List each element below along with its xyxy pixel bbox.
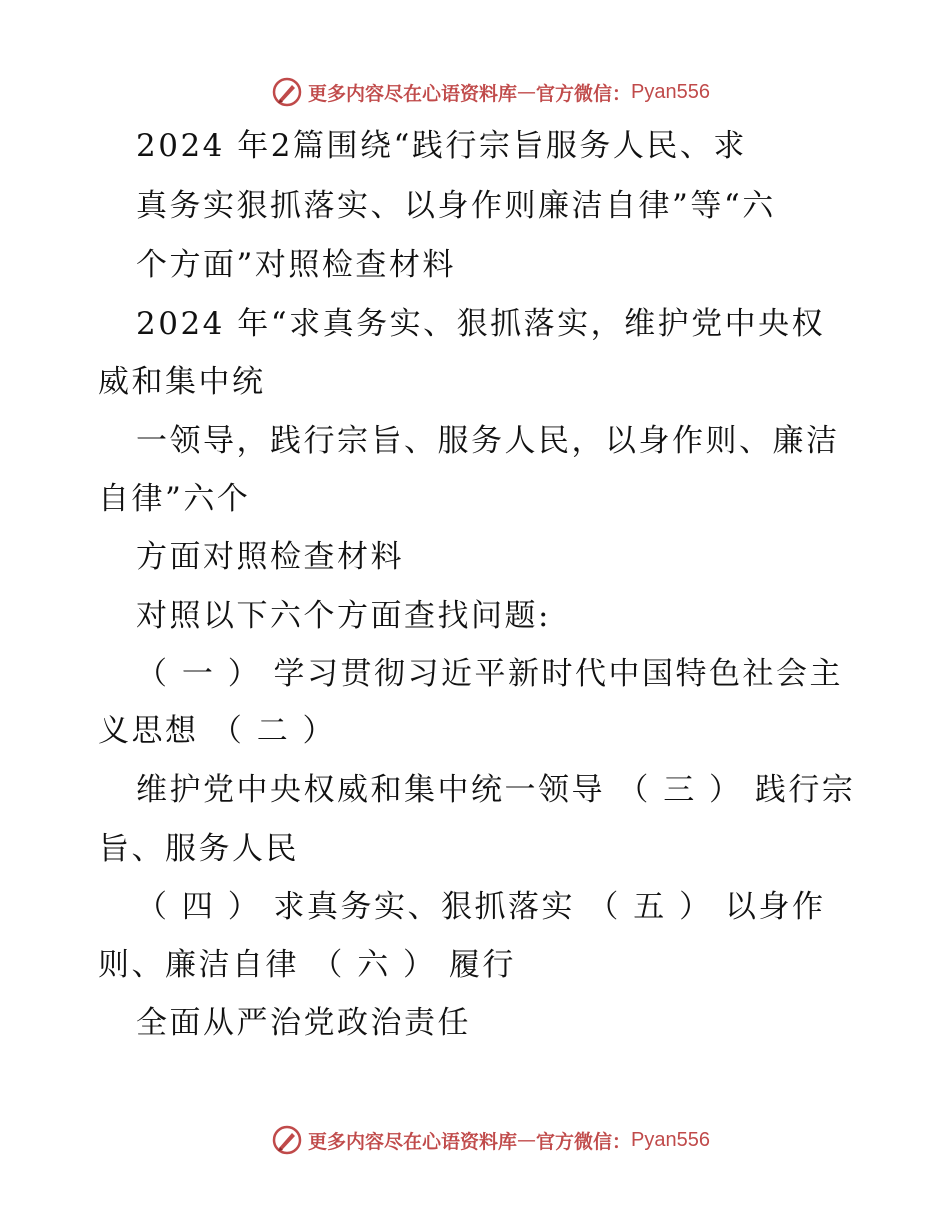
watermark-suffix: 官方微信： (536, 1130, 632, 1153)
text-line: 个方面”对照检查材料 (136, 247, 456, 283)
watermark-suffix: 官方微信： (536, 82, 632, 105)
watermark-account: Pyan556 (631, 80, 710, 103)
watermark-text: 更多内容尽在心语资料库 (308, 1130, 518, 1153)
pen-logo-icon (270, 1123, 304, 1157)
text-line: 全面从严治党政治责任 (136, 1005, 471, 1041)
text-line: 真务实狠抓落实、以身作则廉洁自律”等“六 (136, 188, 776, 224)
watermark-text: 更多内容尽在心语资料库 (308, 82, 518, 105)
pen-logo-icon (270, 75, 304, 109)
header-watermark (0, 72, 950, 112)
text-line: 威和集中统 (98, 364, 266, 400)
watermark-separator: — (517, 1129, 537, 1151)
text-line: 旨、服务人民 (98, 831, 299, 867)
watermark-account: Pyan556 (631, 1128, 710, 1151)
watermark-separator: — (517, 81, 537, 103)
text-line: 则、廉洁自律 （ 六 ） 履行 (98, 947, 516, 983)
text-line: 自律”六个 (98, 481, 251, 517)
text-line: （ 四 ） 求真务实、狠抓落实 （ 五 ） 以身作 (136, 889, 826, 925)
text-line: 对照以下六个方面查找问题: (136, 598, 551, 634)
text-line: 2024 年2篇围绕“践行宗旨服务人民、求 (136, 128, 747, 164)
text-line: 维护党中央权威和集中统一领导 （ 三 ） 践行宗 (136, 772, 856, 808)
text-line: 方面对照检查材料 (136, 539, 404, 575)
text-line: 义思想 （ 二 ） (98, 713, 337, 749)
footer-watermark (0, 1120, 950, 1160)
text-line: （ 一 ） 学习贯彻习近平新时代中国特色社会主 (136, 656, 844, 692)
text-line: 2024 年“求真务实、狠抓落实，维护党中央权 (136, 306, 826, 342)
text-line: 一领导，践行宗旨、服务人民，以身作则、廉洁 (136, 423, 840, 459)
